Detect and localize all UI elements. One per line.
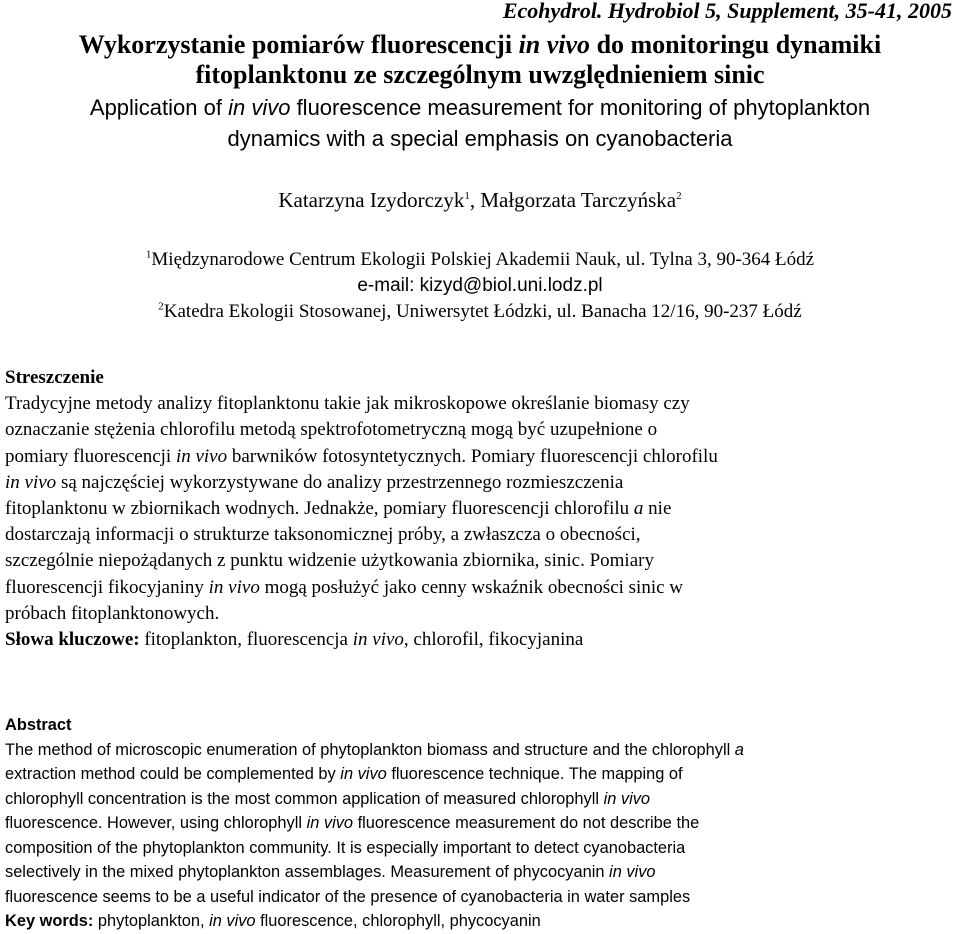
abstract-line: composition of the phytoplankton community. It is especially important to detect cyanobacteria: [5, 838, 686, 857]
text-run: extraction method could be complemented by: [5, 765, 341, 783]
title-pl-italic: in vivo: [518, 30, 591, 59]
keywords-label: Key words:: [5, 912, 94, 930]
abstract-line: [5, 811, 955, 836]
slowa-kluczowe: [5, 627, 955, 653]
title-polish: [0, 30, 960, 90]
streszczenie-line: [5, 496, 955, 522]
title-en-text: Application of: [89, 95, 229, 120]
contact-email: e-mail: kizyd@biol.uni.lodz.pl: [357, 275, 603, 296]
text-run: fluorescence technique. The mapping of: [386, 765, 683, 783]
text-run: The method of microscopic enumeration of phytoplankton biomass and structure and the chlorophyll: [5, 740, 735, 759]
streszczenie-line: oznaczanie stężenia chlorofilu metodą spektrofotometryczną mogą być uzupełnione o: [5, 419, 658, 441]
text-run: barwników fotosyntetycznych. Pomiary fluorescencji chlorofilu: [227, 445, 718, 467]
journal-reference: Ecohydrol. Hydrobiol 5, Supplement, 35-41, 2005: [502, 0, 952, 23]
italic-run: in vivo: [306, 814, 354, 832]
text-run: , chlorofil, fikocyjanina: [403, 629, 584, 651]
streszczenie-line: szczególnie niepożądanych z punktu widzenie użytkowania zbiornika, sinic. Pomiary: [5, 550, 654, 572]
affiliation-1: [0, 247, 960, 273]
abstract-line: [5, 738, 955, 763]
authors: [0, 188, 960, 213]
key-words: [5, 909, 955, 934]
title-english-line-1: [0, 92, 960, 123]
text-run: fluorescence, chlorophyll, phycocyanin: [255, 912, 541, 930]
abstract-heading: Abstract: [5, 716, 72, 734]
streszczenie-line: dostarczają informacji o strukturze taksonomicznej próby, a zwłaszcza o obecności,: [5, 524, 641, 546]
italic-run: in vivo: [603, 789, 651, 808]
abstract-line: [5, 787, 955, 812]
title-english: [0, 92, 960, 154]
streszczenie-line: próbach fitoplanktonowych.: [5, 602, 220, 624]
author-2: Małgorzata Tarczyńska: [480, 188, 677, 212]
affiliation-1-marker: 1: [145, 248, 152, 261]
text-run: są najczęściej wykorzystywane do analizy przestrzennego rozmieszczenia: [56, 471, 624, 493]
author-1-affil: 1: [464, 190, 470, 202]
affiliation-2-text: Katedra Ekologii Stosowanej, Uniwersytet Łódzki, ul. Banacha 12/16, 90-237 Łódź: [163, 301, 802, 322]
abstract-line: [5, 762, 955, 787]
italic-run: a: [633, 498, 644, 520]
italic-run: a: [734, 740, 744, 759]
text-run: phytoplankton,: [93, 912, 210, 930]
title-en-text: fluorescence measurement for monitoring of phytoplankton: [290, 95, 871, 120]
title-pl-text: Wykorzystanie pomiarów fluorescencji: [78, 30, 519, 59]
italic-run: in vivo: [609, 863, 656, 881]
affiliations: [0, 247, 960, 325]
keywords-label: Słowa kluczowe:: [5, 629, 140, 651]
abstract-section: [5, 713, 955, 934]
affiliation-1-text: Międzynarodowe Centrum Ekologii Polskiej Akademii Nauk, ul. Tylna 3, 90-364 Łódź: [151, 249, 815, 270]
author-2-affil: 2: [676, 190, 682, 202]
text-run: nie: [643, 498, 672, 520]
italic-run: in vivo: [5, 471, 57, 493]
streszczenie-line: [5, 444, 955, 470]
text-run: fluorescencji fikocyjaniny: [5, 576, 209, 598]
text-run: fluorescence. However, using chlorophyll: [5, 814, 307, 832]
italic-run: in vivo: [208, 576, 260, 598]
title-pl-text: do monitoringu dynamiki: [590, 30, 882, 59]
italic-run: in vivo: [175, 445, 228, 467]
author-separator: ,: [469, 188, 481, 212]
text-run: fluorescence measurement do not describe the: [353, 814, 700, 832]
italic-run: in vivo: [340, 765, 387, 783]
affiliation-2-marker: 2: [158, 300, 164, 313]
affiliation-2: [0, 299, 960, 325]
italic-run: in vivo: [352, 629, 404, 651]
text-run: chlorophyll concentration is the most common application of measured chlorophyll: [5, 789, 604, 808]
text-run: fitoplankton, fluorescencja: [139, 629, 353, 651]
title-english-line-2: dynamics with a special emphasis on cyanobacteria: [227, 126, 733, 151]
title-polish-line-2: fitoplanktonu ze szczególnym uwzględnieniem sinic: [195, 60, 765, 89]
title-en-italic: in vivo: [228, 95, 291, 120]
streszczenie-section: [5, 365, 955, 653]
title-polish-line-1: [0, 30, 960, 60]
streszczenie-line: [5, 470, 955, 496]
text-run: selectively in the mixed phytoplankton assemblages. Measurement of phycocyanin: [5, 863, 610, 881]
abstract-line: [5, 860, 955, 885]
streszczenie-line: [5, 575, 955, 601]
abstract-line: fluorescence seems to be a useful indicator of the presence of cyanobacteria in water samples: [5, 887, 691, 906]
streszczenie-heading: Streszczenie: [5, 367, 104, 388]
text-run: fitoplanktonu w zbiornikach wodnych. Jednakże, pomiary fluorescencji chlorofilu: [5, 498, 634, 520]
streszczenie-line: Tradycyjne metody analizy fitoplanktonu takie jak mikroskopowe określanie biomasy czy: [5, 393, 690, 415]
text-run: pomiary fluorescencji: [5, 445, 176, 467]
italic-run: in vivo: [209, 912, 256, 930]
author-1: Katarzyna Izydorczyk: [278, 188, 465, 212]
text-run: mogą posłużyć jako cenny wskaźnik obecności sinic w: [259, 576, 684, 598]
